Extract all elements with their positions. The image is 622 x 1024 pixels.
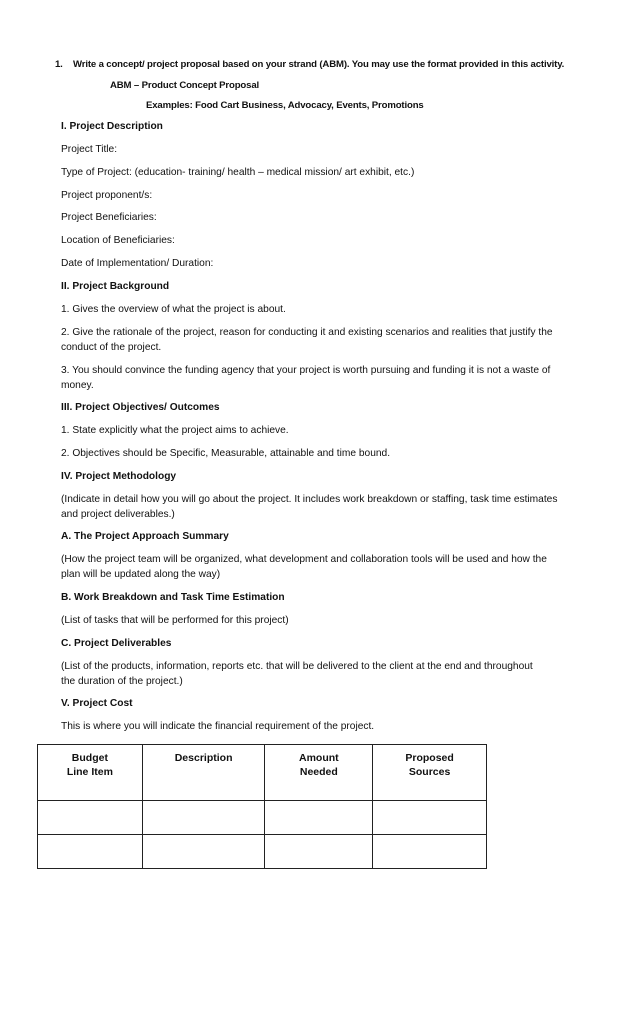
- background-item-3: 3. You should convince the funding agency that your project is worth pursuing and funding it is not a waste of money.: [61, 365, 551, 391]
- header-amount-needed: Amount Needed: [265, 745, 373, 801]
- field-implementation-date: Date of Implementation/ Duration:: [61, 258, 214, 269]
- subheading-work-breakdown: B. Work Breakdown and Task Time Estimation: [61, 592, 285, 603]
- table-cell[interactable]: [265, 801, 373, 835]
- deliverables-text: (List of the products, information, reports etc. that will be delivered to the client at the end and throughout the duration of the project.): [61, 661, 533, 687]
- objectives-item-2: 2. Objectives should be Specific, Measurable, attainable and time bound.: [61, 448, 391, 459]
- project-cost-table: [37, 744, 487, 869]
- table-cell[interactable]: [265, 835, 373, 869]
- section-heading-cost: V. Project Cost: [61, 698, 133, 709]
- table-cell[interactable]: [142, 835, 265, 869]
- methodology-intro: (Indicate in detail how you will go about the project. It includes work breakdown or staffing, task time estimates and project deliverables.): [61, 494, 558, 520]
- proposal-subtitle: ABM – Product Concept Proposal: [110, 80, 260, 91]
- examples-text: Examples: Food Cart Business, Advocacy, Events, Promotions: [146, 100, 424, 111]
- header-budget-line-item: Budget Line Item: [38, 745, 143, 801]
- item-number: 1.: [55, 59, 63, 70]
- table-row: [38, 835, 487, 869]
- table-row: [38, 801, 487, 835]
- table-cell[interactable]: [373, 801, 487, 835]
- section-heading-objectives: III. Project Objectives/ Outcomes: [61, 402, 220, 413]
- field-project-proponents: Project proponent/s:: [61, 190, 153, 201]
- field-project-type: Type of Project: (education- training/ health – medical mission/ art exhibit, etc.): [61, 167, 415, 178]
- subheading-deliverables: C. Project Deliverables: [61, 638, 172, 649]
- background-item-1: 1. Gives the overview of what the project is about.: [61, 304, 286, 315]
- header-description: Description: [142, 745, 265, 801]
- section-heading-background: II. Project Background: [61, 281, 170, 292]
- work-breakdown-text: (List of tasks that will be performed for this project): [61, 615, 289, 626]
- objectives-item-1: 1. State explicitly what the project aims to achieve.: [61, 425, 289, 436]
- instruction-text: Write a concept/ project proposal based on your strand (ABM). You may use the format provided in this activity.: [73, 59, 565, 70]
- table-cell[interactable]: [38, 801, 143, 835]
- table-cell[interactable]: [38, 835, 143, 869]
- field-beneficiary-location: Location of Beneficiaries:: [61, 235, 175, 246]
- cost-description-text: This is where you will indicate the financial requirement of the project.: [61, 721, 375, 732]
- field-project-beneficiaries: Project Beneficiaries:: [61, 212, 157, 223]
- header-proposed-sources: Proposed Sources: [373, 745, 487, 801]
- table-cell[interactable]: [142, 801, 265, 835]
- background-item-2: 2. Give the rationale of the project, reason for conducting it and existing scenarios and realities that justify the conduct of the project.: [61, 327, 553, 353]
- subheading-approach-summary: A. The Project Approach Summary: [61, 531, 229, 542]
- field-project-title: Project Title:: [61, 144, 118, 155]
- table-cell[interactable]: [373, 835, 487, 869]
- approach-summary-text: (How the project team will be organized, what development and collaboration tools will be used and how the plan will be updated along the way): [61, 554, 547, 580]
- section-heading-description: I. Project Description: [61, 121, 163, 132]
- section-heading-methodology: IV. Project Methodology: [61, 471, 177, 482]
- table-header-row: [38, 745, 487, 801]
